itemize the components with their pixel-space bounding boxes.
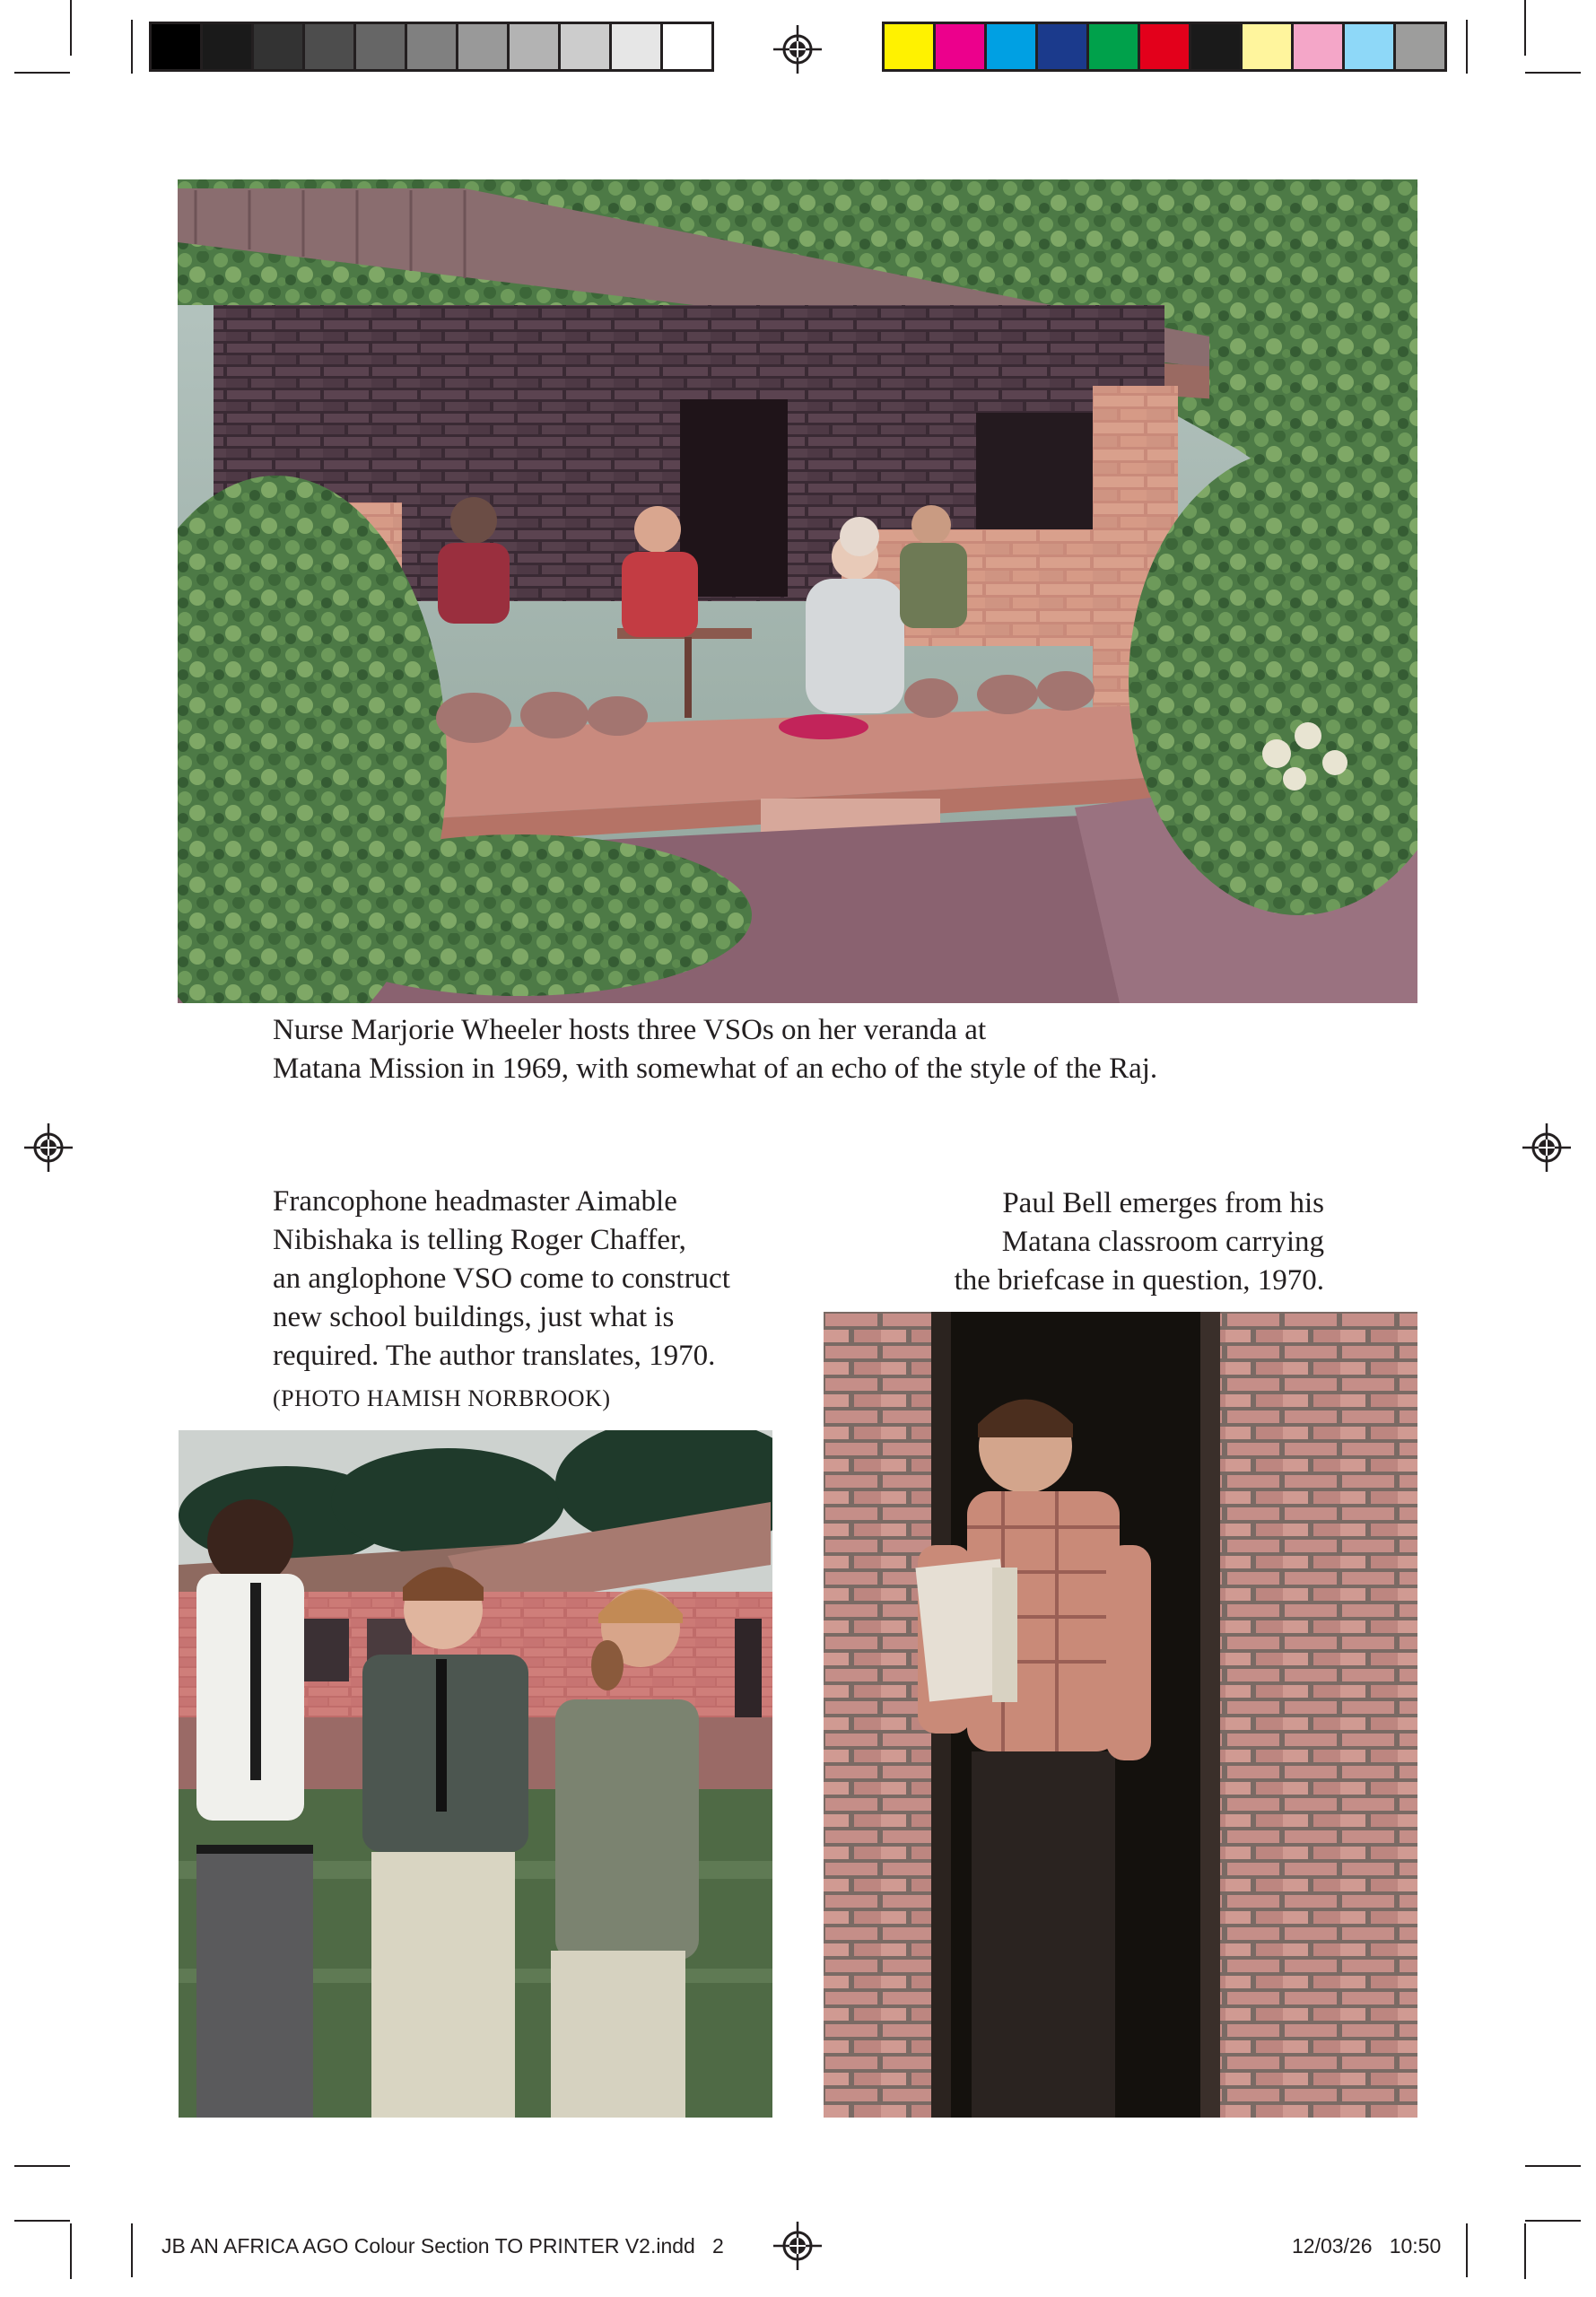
crop-mark: [14, 2220, 70, 2222]
registration-mark-icon: [1522, 1123, 1571, 1172]
color-swatch: [1191, 24, 1243, 69]
color-swatch: [1294, 24, 1345, 69]
crop-mark: [1524, 0, 1526, 56]
crop-mark: [1466, 20, 1468, 74]
color-swatch: [1345, 24, 1396, 69]
color-swatch: [612, 24, 663, 69]
color-swatch: [305, 24, 356, 69]
veranda-photo: [178, 179, 1417, 1003]
classroom-doorway-photo: [824, 1312, 1417, 2118]
color-swatch: [936, 24, 987, 69]
color-swatch: [203, 24, 254, 69]
crop-mark: [131, 20, 133, 74]
crop-mark: [1525, 72, 1581, 74]
crop-mark: [14, 72, 70, 74]
school-photo-caption: Francophone headmaster Aimable Nibishaka is telling Roger Chaffer, an anglophone VSO come to construct new school buildings, just what is required. The author translates, 1970.: [273, 1185, 730, 1372]
crop-mark: [131, 2223, 133, 2277]
crop-mark: [1466, 2223, 1468, 2277]
color-swatch: [254, 24, 305, 69]
color-swatch: [1038, 24, 1089, 69]
school-buildings-photo: [179, 1430, 772, 2118]
color-swatch: [987, 24, 1038, 69]
color-swatch: [152, 24, 203, 69]
crop-mark: [1524, 2223, 1526, 2279]
color-swatch: [1140, 24, 1191, 69]
color-swatch: [885, 24, 936, 69]
color-swatch: [407, 24, 458, 69]
grayscale-calibration-bar: [149, 22, 714, 72]
crop-mark: [70, 2223, 72, 2279]
photo-credit: (PHOTO HAMISH NORBROOK): [273, 1385, 611, 1411]
veranda-photo-caption: Nurse Marjorie Wheeler hosts three VSOs on her veranda at Matana Mission in 1969, with somewhat of an echo of the style of the Raj.: [273, 1014, 1158, 1085]
crop-mark: [14, 2165, 70, 2167]
color-swatch: [561, 24, 612, 69]
color-swatch: [1243, 24, 1294, 69]
registration-mark-icon: [773, 25, 822, 74]
color-swatch: [458, 24, 510, 69]
color-swatch: [356, 24, 407, 69]
file-slug: JB AN AFRICA AGO Colour Section TO PRINTER V2.indd 2: [161, 2234, 724, 2258]
classroom-photo-caption: Paul Bell emerges from his Matana classroom carrying the briefcase in question, 1970.: [954, 1187, 1324, 1297]
color-swatch: [510, 24, 561, 69]
registration-mark-icon: [773, 2222, 822, 2270]
color-swatch: [1089, 24, 1140, 69]
registration-mark-icon: [24, 1123, 73, 1172]
crop-mark: [1525, 2220, 1581, 2222]
crop-mark: [70, 0, 72, 56]
crop-mark: [1525, 2165, 1581, 2167]
color-swatch: [663, 24, 711, 69]
color-swatch: [1396, 24, 1444, 69]
process-color-bar: [882, 22, 1447, 72]
file-datetime: 12/03/26 10:50: [1292, 2234, 1442, 2258]
